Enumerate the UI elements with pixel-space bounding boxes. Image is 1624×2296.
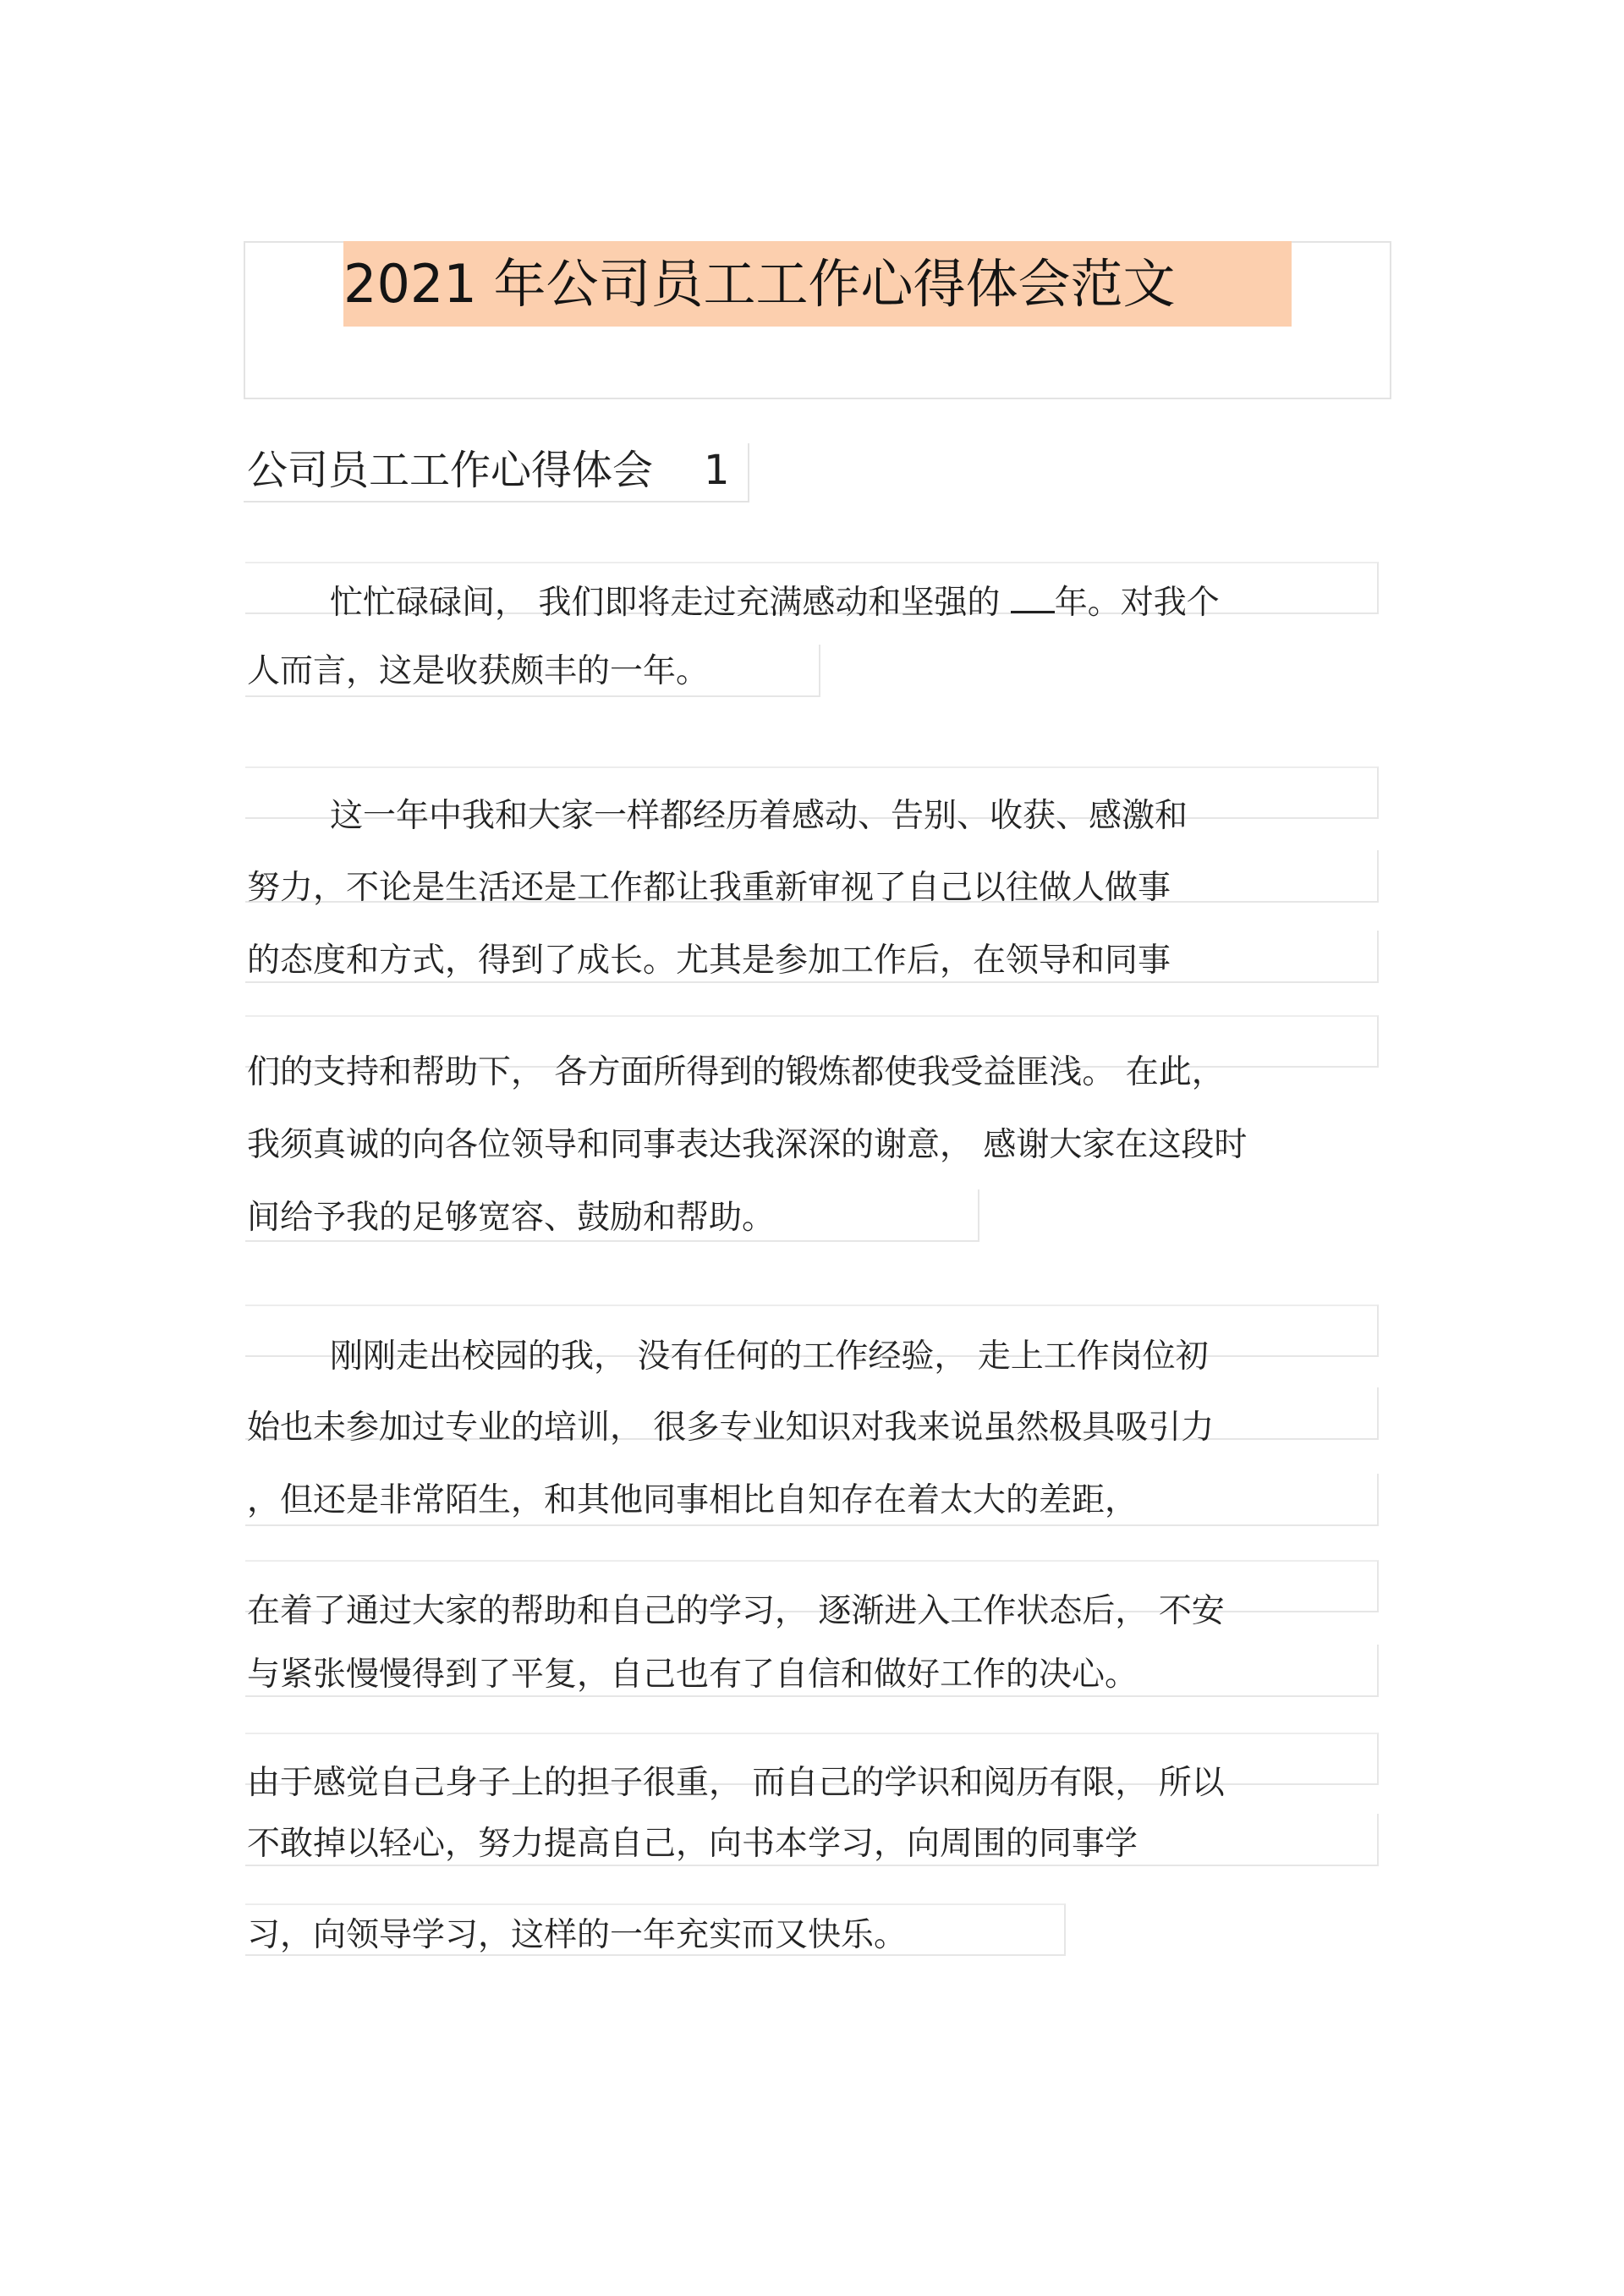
paragraph-3-line-4: 在着了通过大家的帮助和自己的学习， 逐渐进入工作状态后， 不安 xyxy=(247,1592,1225,1630)
paragraph-3-line-1: 刚刚走出校园的我， 没有任何的工作经验， 走上工作岗位初 xyxy=(330,1338,1209,1376)
line-text: 年。对我个 xyxy=(1054,584,1220,622)
paragraph-1-line-2: 人而言，这是收获颇丰的一年。 xyxy=(247,652,710,690)
fill-in-blank xyxy=(1011,585,1055,613)
paragraph-1-line-1 xyxy=(330,579,1220,627)
paragraph-3-line-2: 始也未参加过专业的培训， 很多专业知识对我来说虽然极具吸引力 xyxy=(247,1409,1215,1447)
page-title: 2021 年公司员工工作心得体会范文 xyxy=(343,253,1176,315)
section-heading xyxy=(247,440,730,501)
paragraph-2-line-4: 们的支持和帮助下， 各方面所得到的锻炼都使我受益匪浅。 在此， xyxy=(247,1053,1225,1091)
line-text: 忙忙碌碌间， 我们即将走过充满感动和坚强的 xyxy=(330,584,1011,622)
paragraph-2-line-2: 努力，不论是生活还是工作都让我重新审视了自己以往做人做事 xyxy=(247,869,1171,907)
paragraph-4-line-3: 习，向领导学习，这样的一年充实而又快乐。 xyxy=(247,1916,908,1954)
paragraph-4-line-2: 不敢掉以轻心，努力提高自己，向书本学习，向周围的同事学 xyxy=(247,1825,1138,1863)
paragraph-4-line-1: 由于感觉自己身子上的担子很重， 而自己的学识和阅历有限， 所以 xyxy=(247,1764,1225,1802)
paragraph-2-line-1: 这一年中我和大家一样都经历着感动、告别、收获、感激和 xyxy=(330,797,1188,835)
paragraph-3-line-3: ，但还是非常陌生，和其他同事相比自知存在着太大的差距， xyxy=(247,1481,1138,1519)
section-heading-number: 1 xyxy=(704,447,730,494)
section-heading-text: 公司员工工作心得体会 xyxy=(247,447,654,494)
paragraph-3-line-5: 与紧张慢慢得到了平复，自己也有了自信和做好工作的决心。 xyxy=(247,1656,1138,1694)
paragraph-2-line-6: 间给予我的足够宽容、鼓励和帮助。 xyxy=(247,1199,776,1237)
paragraph-2-line-3: 的态度和方式，得到了成长。尤其是参加工作后，在领导和同事 xyxy=(247,942,1171,980)
paragraph-2-line-5: 我须真诚的向各位领导和同事表达我深深的谢意， 感谢大家在这段时 xyxy=(247,1126,1248,1164)
